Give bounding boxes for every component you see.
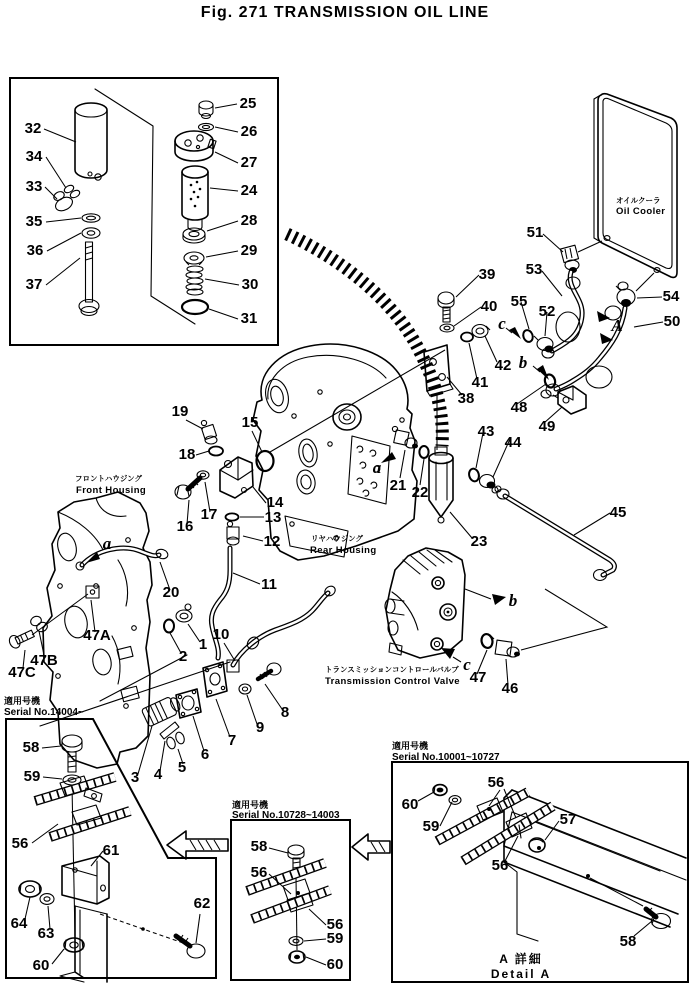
callout-46: 46 [501,680,519,697]
serial-box2-header-jp: 適用号機 [232,801,269,811]
marker-c-top: c [498,314,506,333]
serial-box1-header-jp: 適用号機 [4,697,41,707]
part-30-spring [186,266,203,295]
view-markers [86,311,613,659]
callout-32: 32 [24,120,42,137]
part-38-bracket [424,345,453,450]
callout-17: 17 [200,506,218,523]
callout-44: 44 [504,434,522,451]
callout-24: 24 [240,182,258,199]
part-37-bolt [79,242,99,316]
callout-27: 27 [240,154,258,171]
leader-54-cooler [636,273,654,291]
callout-53: 53 [525,261,543,278]
callout-47A: 47A [83,627,111,644]
part-55-oring [522,329,535,343]
marker-b-top: b [518,353,528,372]
callout-2: 2 [178,648,188,665]
box1-part-60-nut [64,938,84,952]
callout-55: 55 [510,293,528,310]
part-29-washer [184,252,204,265]
part-39-bolt [438,292,454,322]
control-valve-label-en: Transmission Control Valve [325,676,460,687]
callout-7: 7 [227,732,237,749]
callout-47C: 47C [8,664,36,681]
part-24-element [182,166,208,231]
callout-56e: 56 [491,857,509,874]
part-18-oring [209,447,223,456]
oil-cooler-label-jp: オイルクーラ [616,196,661,205]
callout-60b: 60 [326,956,344,973]
callout-38: 38 [457,390,475,407]
assembly-axis-line [270,350,445,452]
callout-58b: 58 [250,838,268,855]
box2-part-60-nut [289,951,305,963]
callout-52: 52 [538,303,556,320]
box1-part-62-bolt [100,914,205,958]
box1-part-64-nut [19,881,41,897]
part-5-orings [165,731,186,750]
marker-a-rear: a [372,458,382,477]
callout-39: 39 [478,266,496,283]
box3-part-57-cap [529,838,545,852]
callout-6: 6 [200,746,210,763]
section-arrow-left-icon-2 [352,834,390,860]
callout-41: 41 [471,374,489,391]
callout-9: 9 [255,719,265,736]
part-16-bolt [175,478,200,499]
callout-3: 3 [130,769,140,786]
callout-40: 40 [480,298,498,315]
callout-35: 35 [25,213,43,230]
pipe-10 [227,584,337,672]
marker-a-front: a [102,534,112,553]
detail-a-label-en: Detail A [490,967,552,981]
serial-box3-header-jp: 適用号機 [392,742,429,752]
callout-47B: 47B [30,652,58,669]
callout-19: 19 [171,403,189,420]
front-housing [43,474,152,768]
callout-12: 12 [263,533,281,550]
serial-box2-header-en: Serial No.10728~14003 [232,810,340,821]
box3-part-58-bolt [586,874,671,929]
callout-8: 8 [280,704,290,721]
detail-a-label-jp: A 詳細 [499,952,543,966]
part-26-ring [199,123,214,130]
callout-14: 14 [266,494,284,511]
part-41-oring [461,333,473,342]
callout-57: 57 [559,811,577,828]
callout-51: 51 [526,224,544,241]
leader-46-vline [521,589,607,650]
callout-37: 37 [25,276,43,293]
callout-33: 33 [25,178,43,195]
box3-part-59-washer [449,796,461,805]
callout-15: 15 [241,414,259,431]
callout-11: 11 [261,576,277,593]
callout-20: 20 [162,584,180,601]
flex-hose-band [287,234,442,446]
part-36-washer [82,228,100,238]
part-9-nut [239,684,251,694]
callout-13: 13 [264,509,282,526]
hose-20 [76,548,169,598]
callout-59c: 59 [422,818,440,835]
serial-box3-header-en: Serial No.10001~10727 [392,752,500,763]
callout-43: 43 [477,423,495,440]
callout-31: 31 [240,310,258,327]
box1-part-58-bolt [62,735,82,772]
callout-42: 42 [494,357,512,374]
marker-b-valve: b [508,591,518,610]
callout-60c: 60 [401,796,419,813]
part-40-washer [440,324,454,332]
callout-58c: 58 [619,933,637,950]
part-19-elbow [201,420,217,444]
part-32-cover [75,103,107,180]
callout-29: 29 [240,242,258,259]
callout-49: 49 [538,418,556,435]
callout-4: 4 [153,766,163,783]
part-2-oring [164,620,174,633]
callout-16: 16 [176,518,194,535]
part-1-fitting [176,604,192,622]
callout-59: 59 [23,768,41,785]
control-valve-label-jp: トランスミッションコントロールバルブ [325,665,459,674]
callout-58: 58 [22,739,40,756]
callout-64: 64 [10,915,28,932]
leader-51-cooler [578,241,602,252]
filter-detail-inset-box [10,78,278,345]
part-14-valve [220,457,253,498]
transmission-control-valve [325,548,465,687]
part-31-oring [182,300,208,314]
box3-channel-beam [504,790,686,941]
box3-part-60-nut [433,785,447,796]
callout-1: 1 [198,636,208,653]
rear-housing-label-en: Rear Housing [310,545,377,556]
callout-62: 62 [193,895,211,912]
part-27-head [175,131,216,161]
front-housing-label-jp: フロントハウジング [75,474,143,483]
platform-line-2 [100,655,187,701]
callout-30: 30 [241,276,259,293]
pipe-45 [492,487,614,581]
part-22-oring [419,446,428,458]
marker-A-hose: A [611,316,623,335]
front-housing-label-en: Front Housing [76,485,147,496]
callout-61: 61 [102,842,120,859]
callout-18: 18 [178,446,196,463]
callout-25: 25 [239,95,257,112]
callout-5: 5 [177,759,187,776]
callout-23: 23 [470,533,488,550]
oil-cooler [594,94,677,278]
serial-box-10728 [231,799,350,980]
oil-cooler-label-en: Oil Cooler [616,206,666,217]
callout-54: 54 [662,288,680,305]
part-25-plug [199,101,213,119]
figure-title: Fig. 271 TRANSMISSION OIL LINE [200,4,490,21]
callout-48: 48 [510,399,528,416]
serial-box1-header-en: Serial No.14004~ [4,707,84,718]
rear-housing [253,344,417,560]
callout-26: 26 [240,123,258,140]
part-35-ring [82,214,100,222]
rear-housing-label-jp: リヤハウジング [311,534,364,543]
callout-34: 34 [25,148,43,165]
part-54-fitting [616,282,635,307]
box1-tube-clamps-56 [35,776,130,837]
callout-21: 21 [389,477,407,494]
part-51-elbow [560,245,579,273]
marker-c-valve: c [463,655,471,674]
callout-56b: 56 [250,864,268,881]
box1-part-61-bracket [62,856,109,904]
callout-45: 45 [609,504,627,521]
part-13-oring [226,513,239,520]
callout-28: 28 [240,212,258,229]
callout-60: 60 [32,957,50,974]
callout-56d: 56 [487,774,505,791]
serial-box-10001-detail-a [392,740,688,982]
callout-22: 22 [411,484,429,501]
part-23-filter [429,447,453,523]
callout-63: 63 [37,925,55,942]
part-12-elbow [227,521,239,545]
box1-part-63-washer [40,894,54,905]
box2-part-59-washer [289,937,303,946]
part-43-oring [468,468,481,483]
callout-10: 10 [212,626,230,643]
part-42-fitting [472,325,490,338]
callout-47: 47 [469,669,487,686]
part-47-oring [480,633,493,649]
callout-50: 50 [663,313,681,330]
part-52-fitting [534,336,554,353]
box3-tube-clamps-56 [437,792,553,861]
callout-36: 36 [26,242,44,259]
callout-56c: 56 [326,916,344,933]
part-8-bolt [258,663,281,679]
part-46-elbow [491,636,520,657]
callout-56: 56 [11,835,29,852]
section-arrow-left-icon [167,831,228,859]
callout-59b: 59 [326,930,344,947]
